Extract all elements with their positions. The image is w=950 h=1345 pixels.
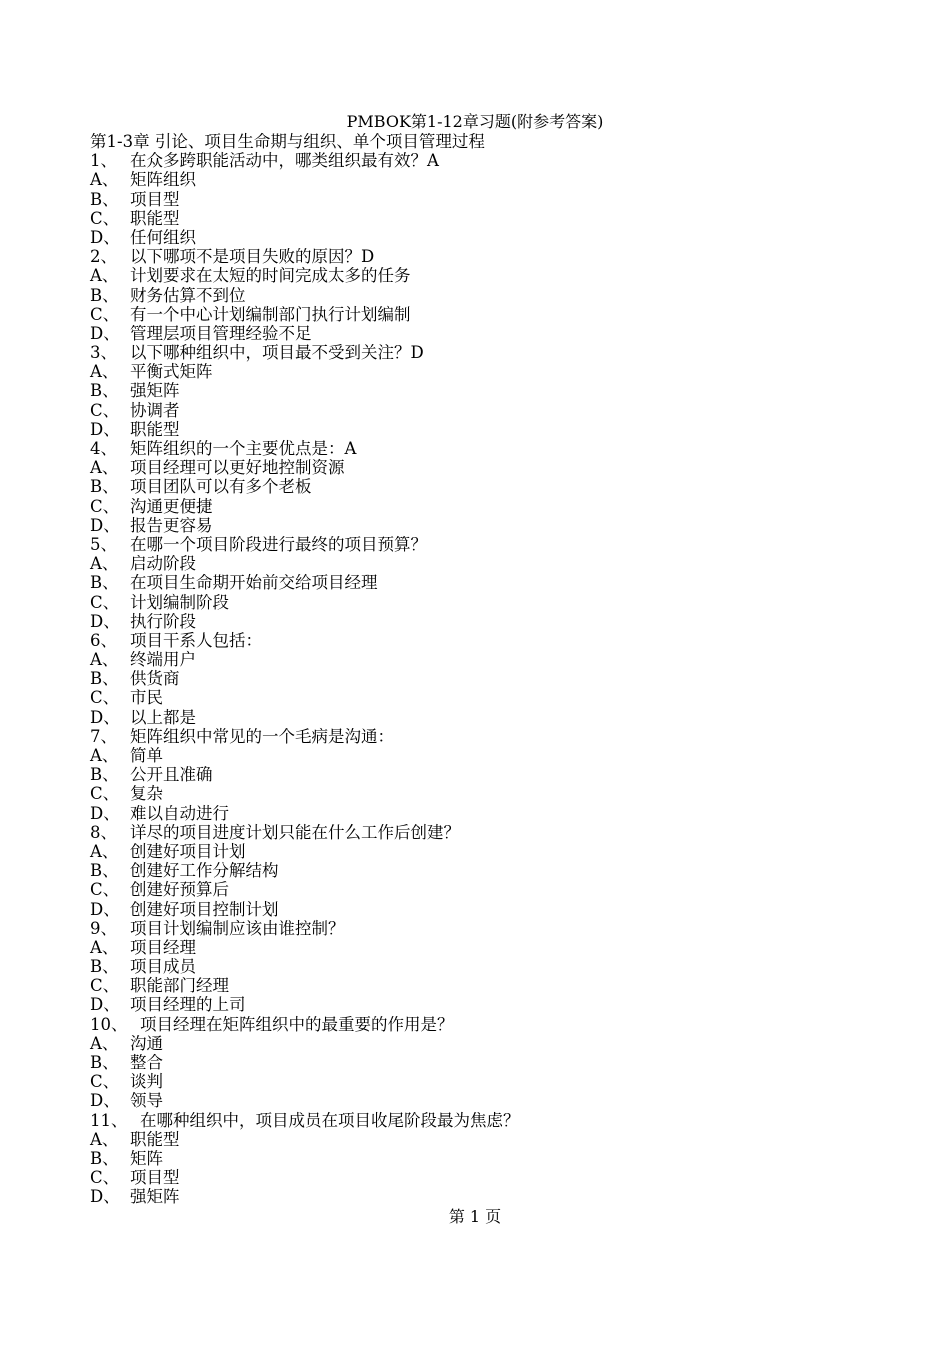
question-text: 矩阵组织的一个主要优点是：A	[130, 439, 357, 458]
option-letter: D、	[90, 323, 120, 343]
option-letter: D、	[90, 899, 120, 919]
option-letter: B、	[90, 1148, 119, 1168]
answer-option	[90, 995, 910, 1014]
question-number: 11、	[90, 1110, 128, 1130]
option-text: 供货商	[130, 669, 180, 689]
answer-option	[90, 477, 910, 496]
answer-option	[90, 266, 910, 285]
option-letter: A、	[90, 1033, 119, 1053]
question-item	[90, 535, 910, 554]
option-text: 终端用户	[130, 650, 196, 670]
question-number: 1、	[90, 151, 117, 171]
option-letter: C、	[90, 400, 120, 420]
answer-option	[90, 708, 910, 727]
question-item	[90, 823, 910, 842]
answer-option	[90, 593, 910, 612]
option-letter: A、	[90, 170, 119, 190]
option-text: 执行阶段	[130, 611, 196, 631]
question-number: 7、	[90, 726, 117, 746]
answer-option	[90, 688, 910, 707]
question-number: 2、	[90, 247, 117, 267]
option-text: 以上都是	[130, 707, 196, 727]
answer-option	[90, 401, 910, 420]
option-letter: A、	[90, 554, 119, 574]
option-text: 难以自动进行	[130, 803, 229, 823]
option-text: 项目经理的上司	[130, 995, 246, 1015]
question-list	[90, 151, 910, 1206]
option-letter: B、	[90, 1053, 119, 1072]
option-text: 管理层项目管理经验不足	[130, 323, 312, 343]
option-text: 协调者	[130, 400, 180, 420]
option-letter: B、	[90, 381, 119, 401]
option-text: 报告更容易	[130, 515, 213, 535]
question-number: 4、	[90, 439, 117, 458]
option-text: 沟通	[130, 1033, 163, 1053]
option-letter: C、	[90, 1072, 120, 1092]
answer-option	[90, 420, 910, 439]
option-letter: A、	[90, 746, 119, 765]
option-letter: A、	[90, 1129, 119, 1149]
option-letter: C、	[90, 208, 120, 228]
option-letter: A、	[90, 937, 119, 957]
document-title: PMBOK第1-12章习题(附参考答案)	[346, 112, 604, 131]
question-item	[90, 631, 910, 650]
answer-option	[90, 1053, 910, 1072]
option-text: 强矩阵	[130, 1187, 180, 1207]
answer-option	[90, 842, 910, 861]
option-text: 谈判	[130, 1072, 163, 1092]
answer-option	[90, 228, 910, 247]
answer-option	[90, 612, 910, 631]
option-letter: A、	[90, 650, 119, 670]
answer-option	[90, 804, 910, 823]
answer-option	[90, 497, 910, 516]
answer-option	[90, 957, 910, 976]
option-letter: D、	[90, 1187, 120, 1207]
answer-option	[90, 305, 910, 324]
question-item	[90, 343, 910, 362]
option-text: 财务估算不到位	[130, 285, 246, 305]
answer-option	[90, 746, 910, 765]
option-letter: A、	[90, 362, 119, 382]
option-text: 启动阶段	[130, 554, 196, 574]
option-letter: B、	[90, 765, 119, 785]
option-text: 创建好预算后	[130, 880, 229, 900]
option-text: 矩阵组织	[130, 170, 196, 190]
option-text: 市民	[130, 688, 163, 708]
answer-option	[90, 1149, 910, 1168]
answer-option	[90, 765, 910, 784]
answer-option	[90, 286, 910, 305]
option-letter: C、	[90, 784, 120, 804]
answer-option	[90, 190, 910, 209]
option-text: 职能部门经理	[130, 976, 229, 996]
option-text: 矩阵	[130, 1148, 163, 1168]
question-item	[90, 151, 910, 170]
answer-option	[90, 209, 910, 228]
question-number: 6、	[90, 630, 117, 650]
question-number: 8、	[90, 822, 117, 842]
option-letter: C、	[90, 304, 120, 324]
option-text: 创建好工作分解结构	[130, 861, 279, 881]
answer-option	[90, 1034, 910, 1053]
option-text: 创建好项目计划	[130, 841, 246, 861]
option-letter: C、	[90, 592, 120, 612]
option-text: 简单	[130, 746, 163, 765]
option-letter: C、	[90, 496, 120, 516]
question-item	[90, 439, 910, 458]
option-letter: A、	[90, 841, 119, 861]
option-letter: B、	[90, 573, 119, 593]
option-letter: D、	[90, 611, 120, 631]
answer-option	[90, 1130, 910, 1149]
option-text: 复杂	[130, 784, 163, 804]
question-item	[90, 1015, 910, 1034]
option-text: 在项目生命期开始前交给项目经理	[130, 573, 378, 593]
option-text: 创建好项目控制计划	[130, 899, 279, 919]
option-text: 有一个中心计划编制部门执行计划编制	[130, 304, 411, 324]
option-letter: C、	[90, 976, 120, 996]
option-letter: B、	[90, 477, 119, 497]
question-item	[90, 247, 910, 266]
option-letter: D、	[90, 707, 120, 727]
question-text: 详尽的项目进度计划只能在什么工作后创建？	[130, 822, 460, 842]
question-text: 项目干系人包括：	[130, 630, 262, 650]
option-letter: D、	[90, 995, 120, 1015]
question-item	[90, 1111, 910, 1130]
answer-option	[90, 1091, 910, 1110]
option-letter: D、	[90, 1091, 120, 1111]
option-text: 项目型	[130, 189, 180, 209]
answer-option	[90, 650, 910, 669]
option-text: 项目型	[130, 1168, 180, 1188]
question-text: 在哪种组织中，项目成员在项目收尾阶段最为焦虑？	[140, 1110, 520, 1130]
option-text: 计划编制阶段	[130, 592, 229, 612]
page-number: 第 1 页	[448, 1207, 502, 1226]
option-text: 项目经理	[130, 937, 196, 957]
question-text: 项目计划编制应该由谁控制？	[130, 918, 345, 938]
option-letter: B、	[90, 957, 119, 977]
answer-option	[90, 1072, 910, 1091]
section-heading: 第1-3章 引论、项目生命期与组织、单个项目管理过程	[90, 132, 485, 151]
option-letter: D、	[90, 803, 120, 823]
document-content	[90, 132, 910, 1207]
option-text: 项目经理可以更好地控制资源	[130, 458, 345, 478]
question-number: 9、	[90, 918, 117, 938]
option-text: 计划要求在太短的时间完成太多的任务	[130, 266, 411, 286]
option-text: 任何组织	[130, 227, 196, 247]
answer-option	[90, 938, 910, 957]
option-text: 职能型	[130, 419, 180, 439]
question-number: 5、	[90, 534, 117, 554]
answer-option	[90, 170, 910, 189]
option-letter: A、	[90, 458, 119, 478]
option-letter: C、	[90, 880, 120, 900]
answer-option	[90, 324, 910, 343]
answer-option	[90, 1187, 910, 1206]
question-text: 以下哪项不是项目失败的原因？D	[130, 247, 375, 267]
answer-option	[90, 554, 910, 573]
question-text: 项目经理在矩阵组织中的最重要的作用是？	[140, 1014, 454, 1034]
option-text: 整合	[130, 1053, 163, 1072]
answer-option	[90, 976, 910, 995]
answer-option	[90, 861, 910, 880]
option-letter: C、	[90, 688, 120, 708]
question-number: 10、	[90, 1014, 128, 1034]
option-text: 职能型	[130, 1129, 180, 1149]
option-text: 领导	[130, 1091, 163, 1111]
question-item	[90, 919, 910, 938]
answer-option	[90, 1168, 910, 1187]
answer-option	[90, 381, 910, 400]
question-text: 矩阵组织中常见的一个毛病是沟通：	[130, 726, 394, 746]
answer-option	[90, 458, 910, 477]
answer-option	[90, 573, 910, 592]
option-letter: D、	[90, 419, 120, 439]
answer-option	[90, 880, 910, 899]
option-letter: B、	[90, 861, 119, 881]
question-text: 在众多跨职能活动中，哪类组织最有效？A	[130, 151, 439, 171]
option-text: 公开且准确	[130, 765, 213, 785]
option-letter: A、	[90, 266, 119, 286]
answer-option	[90, 362, 910, 381]
option-letter: C、	[90, 1168, 120, 1188]
option-letter: B、	[90, 189, 119, 209]
option-text: 平衡式矩阵	[130, 362, 213, 382]
question-number: 3、	[90, 343, 117, 363]
option-text: 职能型	[130, 208, 180, 228]
question-item	[90, 727, 910, 746]
option-text: 沟通更便捷	[130, 496, 213, 516]
answer-option	[90, 669, 910, 688]
question-text: 以下哪种组织中，项目最不受到关注？D	[130, 343, 424, 363]
answer-option	[90, 784, 910, 803]
option-text: 项目成员	[130, 957, 196, 977]
question-text: 在哪一个项目阶段进行最终的项目预算？	[130, 534, 427, 554]
option-text: 强矩阵	[130, 381, 180, 401]
option-letter: D、	[90, 227, 120, 247]
option-letter: B、	[90, 669, 119, 689]
option-letter: D、	[90, 515, 120, 535]
option-letter: B、	[90, 285, 119, 305]
answer-option	[90, 900, 910, 919]
answer-option	[90, 516, 910, 535]
option-text: 项目团队可以有多个老板	[130, 477, 312, 497]
